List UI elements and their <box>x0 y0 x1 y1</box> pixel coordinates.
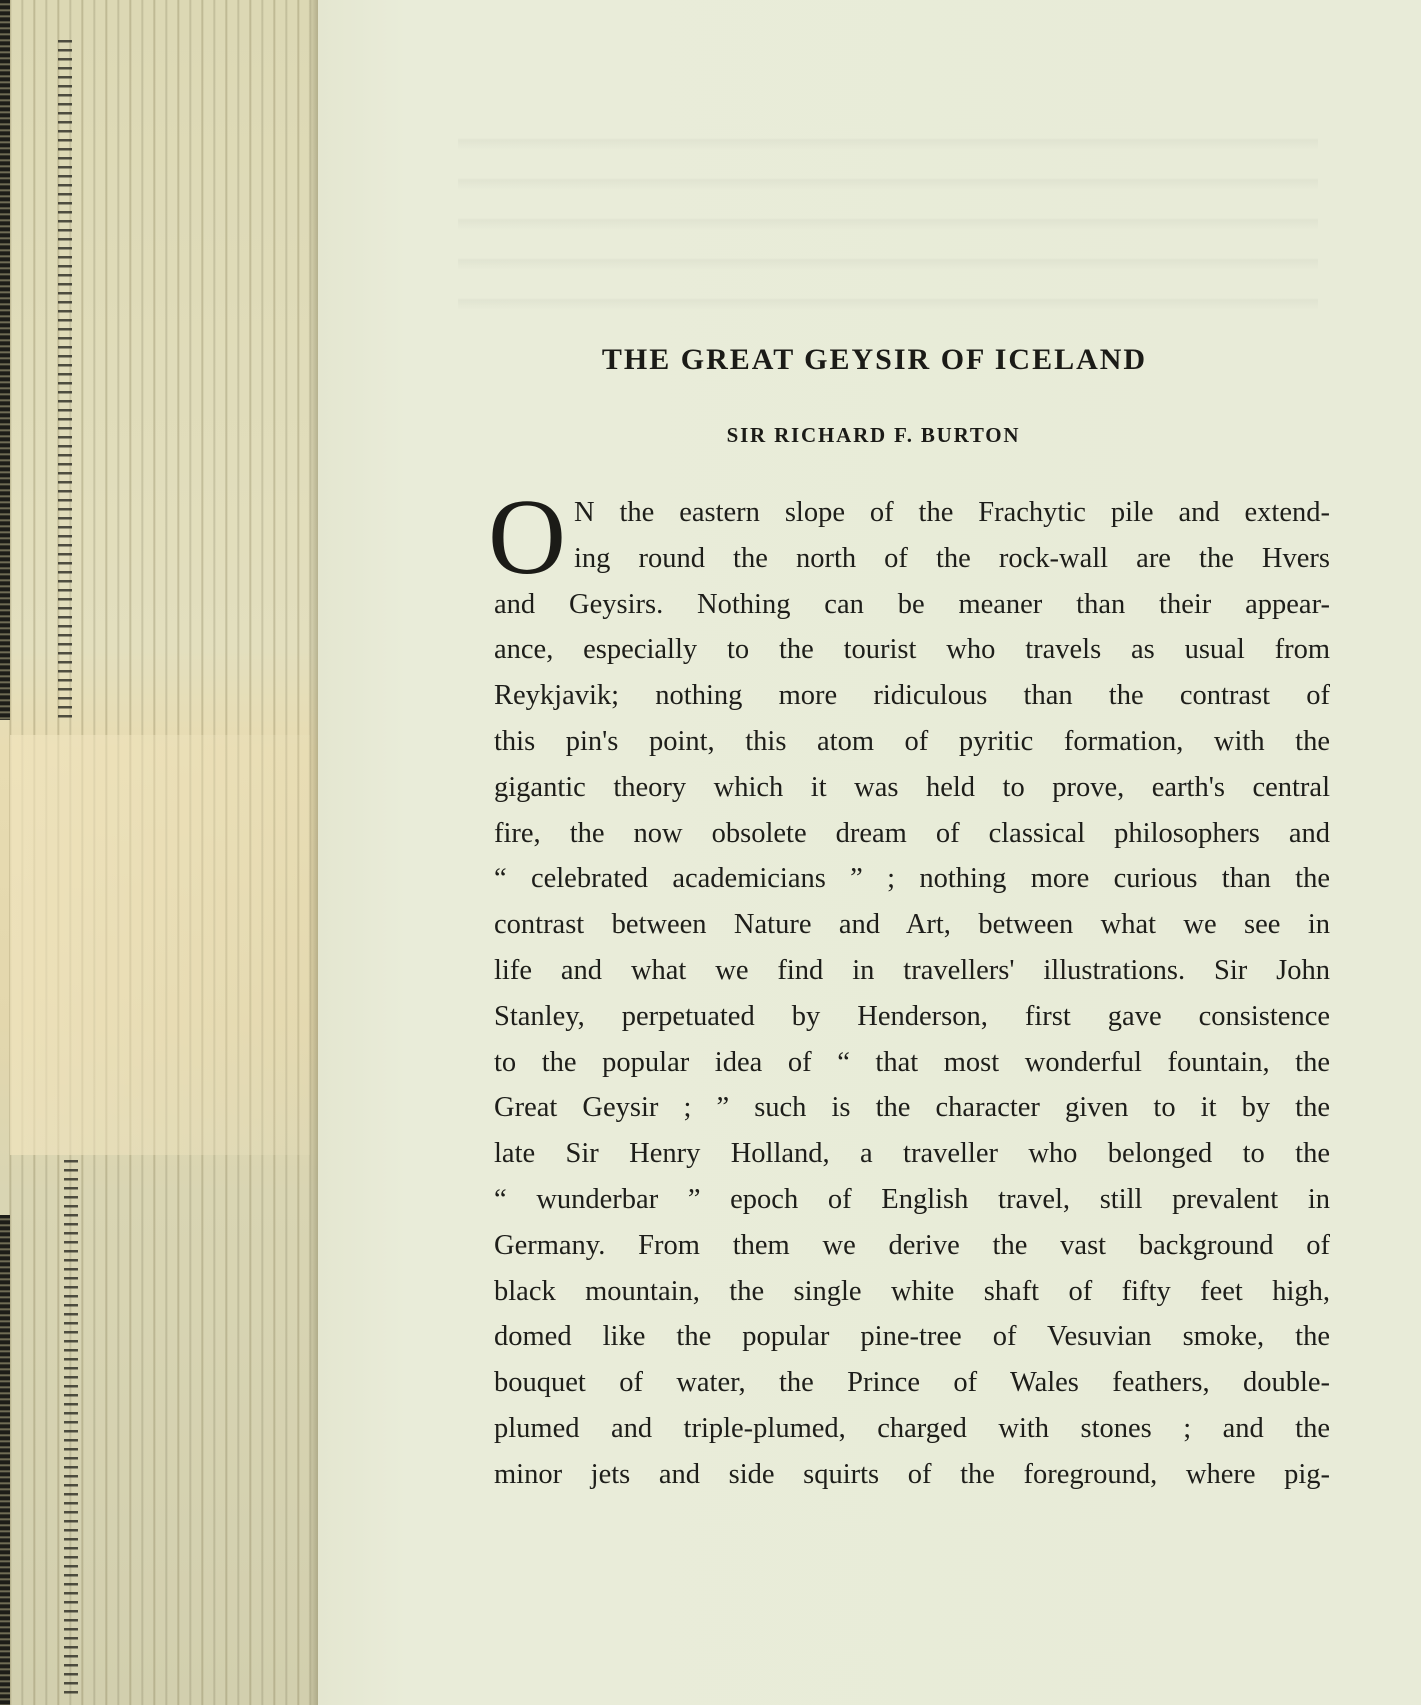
text-line: to the popular idea of “ that most wonderful fountain, the <box>494 1046 1330 1078</box>
drop-cap: O <box>488 478 566 597</box>
page-edge-fleck <box>58 40 72 720</box>
text-line: this pin's point, this atom of pyritic formation, with the <box>494 725 1330 757</box>
text-line: late Sir Henry Holland, a traveller who belonged to the <box>494 1138 1330 1170</box>
body-text <box>488 478 1330 1498</box>
text-line: domed like the popular pine-tree of Vesuvian smoke, the <box>494 1321 1330 1353</box>
text-line: minor jets and side squirts of the foreground, where pig- <box>494 1458 1330 1490</box>
show-through-text <box>458 110 1318 320</box>
text-line: life and what we find in travellers' illustrations. Sir John <box>494 954 1330 986</box>
text-line: Stanley, perpetuated by Henderson, first gave consistence <box>494 1000 1330 1032</box>
text-line: and Geysirs. Nothing can be meaner than their appear- <box>494 588 1330 620</box>
book-page-edges <box>0 0 318 1705</box>
chapter-title: THE GREAT GEYSIR OF ICELAND <box>601 343 1148 376</box>
page-edge-fleck <box>64 1160 78 1700</box>
author-name: SIR RICHARD F. BURTON <box>726 423 1021 447</box>
text-line: ing round the north of the rock-wall are the Hvers <box>574 542 1330 574</box>
text-line: contrast between Nature and Art, between what we see in <box>494 909 1330 941</box>
text-line: fire, the now obsolete dream of classical philosophers and <box>494 817 1330 849</box>
text-line: Germany. From them we derive the vast background of <box>494 1229 1330 1261</box>
text-line: plumed and triple-plumed, charged with stones ; and the <box>494 1412 1330 1444</box>
text-line: bouquet of water, the Prince of Wales feathers, double- <box>494 1367 1330 1399</box>
page-edge-shadow <box>0 0 10 720</box>
book-page <box>318 0 1421 1705</box>
text-line: Reykjavik; nothing more ridiculous than the contrast of <box>494 680 1330 712</box>
text-line: black mountain, the single white shaft of fifty feet high, <box>494 1275 1330 1307</box>
text-line: gigantic theory which it was held to prove, earth's central <box>494 771 1330 803</box>
gutter-shadow <box>308 0 318 1705</box>
text-line: “ wunderbar ” epoch of English travel, still prevalent in <box>494 1183 1330 1215</box>
page-edge-shadow <box>0 1215 10 1705</box>
page-edge-highlight <box>10 735 310 1155</box>
text-line: ance, especially to the tourist who travels as usual from <box>494 634 1330 666</box>
text-line: N the eastern slope of the Frachytic pile and extend- <box>574 497 1330 528</box>
text-line: “ celebrated academicians ” ; nothing more curious than the <box>494 863 1330 895</box>
text-line: Great Geysir ; ” such is the character given to it by the <box>494 1092 1330 1124</box>
